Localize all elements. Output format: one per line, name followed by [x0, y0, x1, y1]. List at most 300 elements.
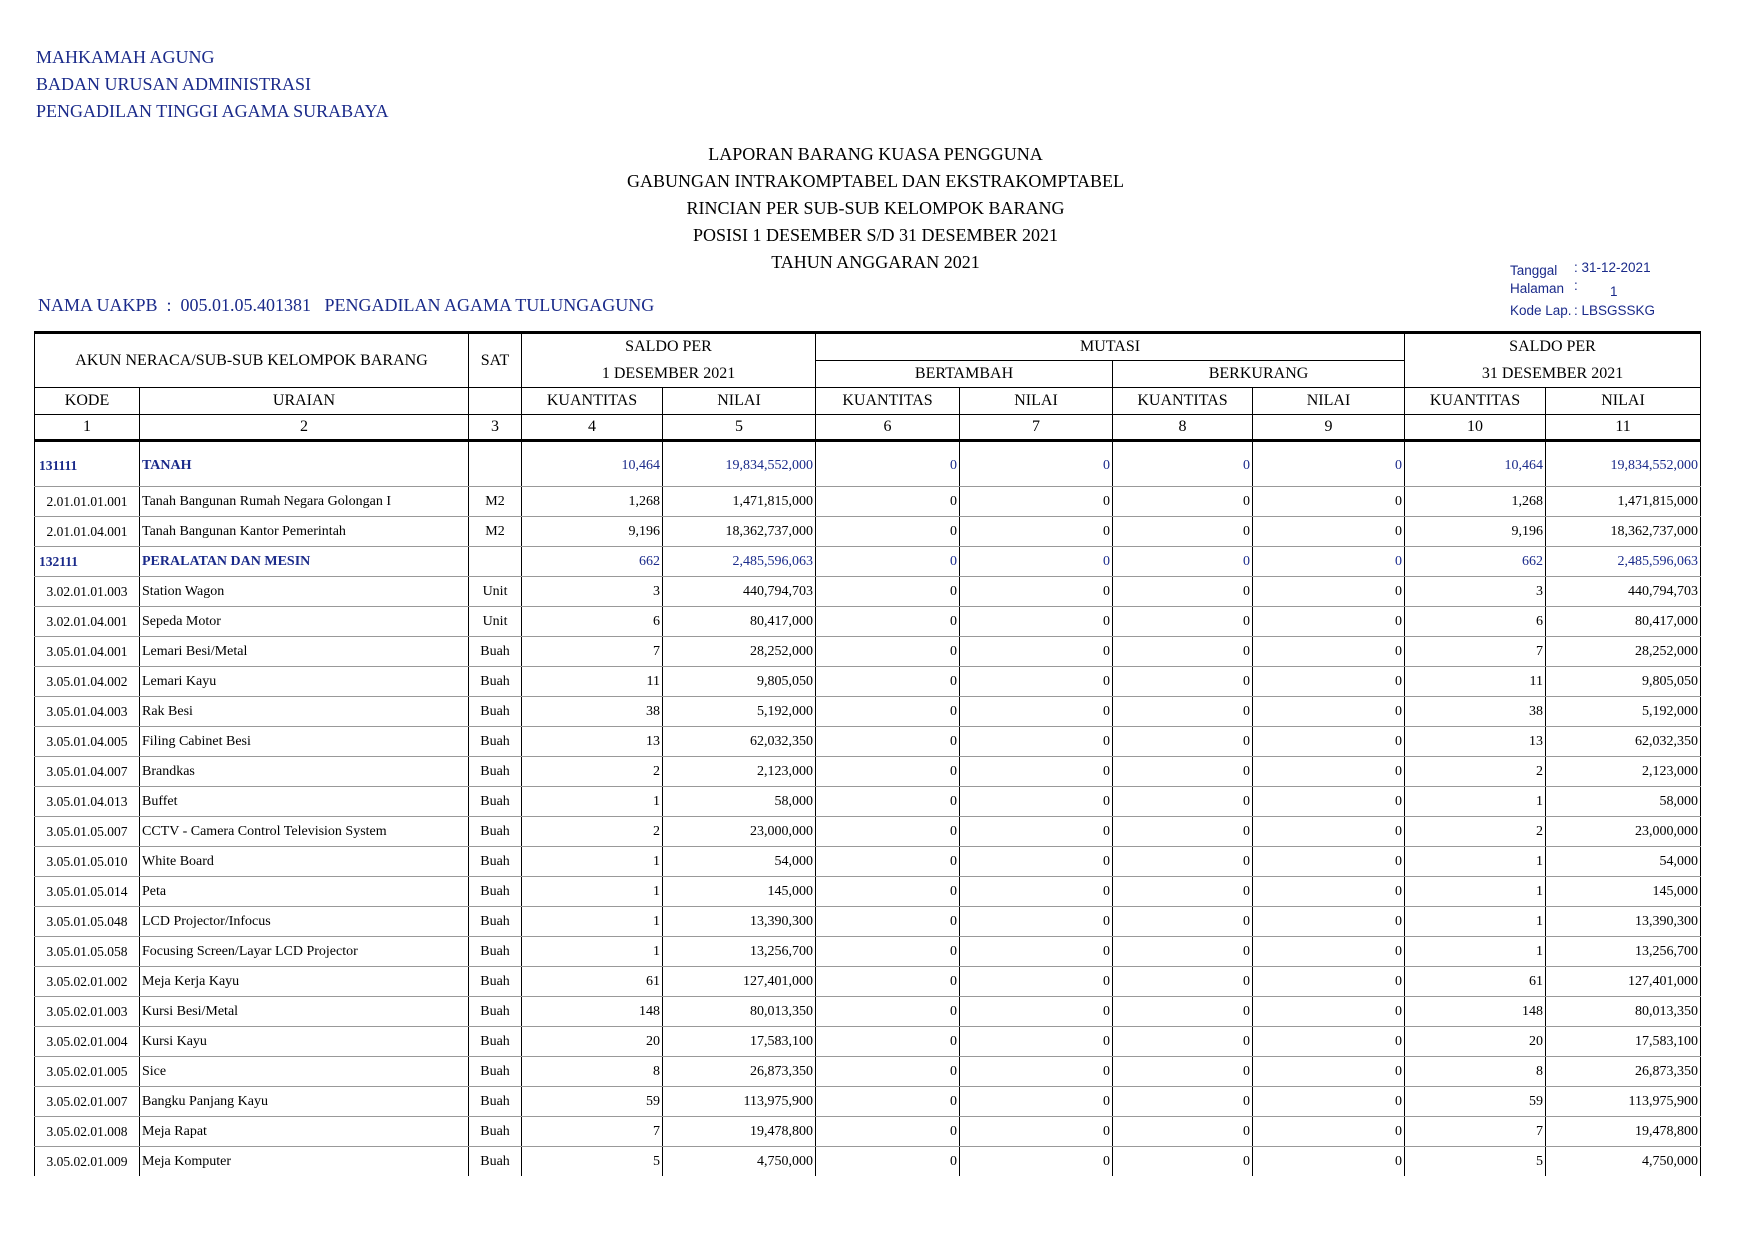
berkurang-kuantitas: 0	[1113, 1057, 1253, 1087]
berkurang-kuantitas: 0	[1113, 547, 1253, 577]
saldo-akhir-kuantitas: 1	[1405, 907, 1546, 937]
berkurang-nilai: 0	[1253, 877, 1405, 907]
saldo-awal-nilai: 1,471,815,000	[663, 487, 816, 517]
halaman-value: 1	[1610, 284, 1618, 299]
table-row	[35, 697, 1701, 727]
row-satuan: Buah	[469, 847, 522, 877]
saldo-akhir-nilai: 58,000	[1546, 787, 1701, 817]
row-satuan: Buah	[469, 697, 522, 727]
saldo-awal-nilai: 440,794,703	[663, 577, 816, 607]
header-berkurang: BERKURANG	[1113, 361, 1405, 388]
row-uraian: Tanah Bangunan Kantor Pemerintah	[140, 517, 469, 547]
column-number: 6	[816, 415, 960, 441]
saldo-awal-kuantitas: 11	[522, 667, 663, 697]
saldo-akhir-nilai: 80,013,350	[1546, 997, 1701, 1027]
saldo-awal-nilai: 113,975,900	[663, 1087, 816, 1117]
row-uraian: Lemari Kayu	[140, 667, 469, 697]
bertambah-nilai: 0	[960, 577, 1113, 607]
saldo-akhir-nilai: 18,362,737,000	[1546, 517, 1701, 547]
saldo-awal-nilai: 17,583,100	[663, 1027, 816, 1057]
bertambah-kuantitas: 0	[816, 547, 960, 577]
header-saldo-akhir-date: 31 DESEMBER 2021	[1405, 361, 1701, 388]
berkurang-kuantitas: 0	[1113, 1087, 1253, 1117]
bertambah-nilai: 0	[960, 997, 1113, 1027]
row-satuan	[469, 441, 522, 487]
saldo-awal-nilai: 26,873,350	[663, 1057, 816, 1087]
row-kode: 3.05.01.04.002	[35, 667, 140, 697]
bertambah-kuantitas: 0	[816, 517, 960, 547]
berkurang-nilai: 0	[1253, 577, 1405, 607]
saldo-akhir-kuantitas: 7	[1405, 1117, 1546, 1147]
tanggal-label: Tanggal	[1510, 263, 1558, 278]
saldo-awal-kuantitas: 7	[522, 637, 663, 667]
row-uraian: Rak Besi	[140, 697, 469, 727]
saldo-akhir-nilai: 13,256,700	[1546, 937, 1701, 967]
saldo-awal-kuantitas: 38	[522, 697, 663, 727]
bertambah-kuantitas: 0	[816, 817, 960, 847]
column-number: 7	[960, 415, 1113, 441]
row-kode: 3.05.01.04.013	[35, 787, 140, 817]
row-kode: 132111	[35, 547, 140, 577]
column-number: 1	[35, 415, 140, 441]
halaman-label: Halaman	[1510, 281, 1565, 296]
bertambah-kuantitas: 0	[816, 787, 960, 817]
saldo-akhir-nilai: 145,000	[1546, 877, 1701, 907]
row-uraian: Filing Cabinet Besi	[140, 727, 469, 757]
saldo-akhir-kuantitas: 1	[1405, 937, 1546, 967]
berkurang-kuantitas: 0	[1113, 487, 1253, 517]
berkurang-nilai: 0	[1253, 847, 1405, 877]
table-row	[35, 487, 1701, 517]
org-line: MAHKAMAH AGUNG	[36, 47, 215, 67]
saldo-akhir-kuantitas: 2	[1405, 817, 1546, 847]
saldo-akhir-kuantitas: 7	[1405, 637, 1546, 667]
saldo-awal-kuantitas: 1,268	[522, 487, 663, 517]
row-uraian: Lemari Besi/Metal	[140, 637, 469, 667]
berkurang-kuantitas: 0	[1113, 967, 1253, 997]
bertambah-nilai: 0	[960, 1087, 1113, 1117]
bertambah-kuantitas: 0	[816, 757, 960, 787]
row-satuan	[469, 547, 522, 577]
bertambah-nilai: 0	[960, 817, 1113, 847]
berkurang-nilai: 0	[1253, 1147, 1405, 1177]
row-satuan: Buah	[469, 1117, 522, 1147]
row-uraian: Brandkas	[140, 757, 469, 787]
saldo-akhir-nilai: 4,750,000	[1546, 1147, 1701, 1177]
berkurang-nilai: 0	[1253, 787, 1405, 817]
table-row	[35, 1087, 1701, 1117]
bertambah-nilai: 0	[960, 727, 1113, 757]
berkurang-nilai: 0	[1253, 441, 1405, 487]
saldo-akhir-nilai: 62,032,350	[1546, 727, 1701, 757]
row-kode: 3.05.01.05.048	[35, 907, 140, 937]
saldo-akhir-nilai: 113,975,900	[1546, 1087, 1701, 1117]
row-satuan: Unit	[469, 607, 522, 637]
saldo-awal-nilai: 2,123,000	[663, 757, 816, 787]
berkurang-nilai: 0	[1253, 967, 1405, 997]
row-satuan: Buah	[469, 817, 522, 847]
saldo-akhir-kuantitas: 61	[1405, 967, 1546, 997]
table-row	[35, 817, 1701, 847]
row-uraian: Sepeda Motor	[140, 607, 469, 637]
saldo-awal-nilai: 9,805,050	[663, 667, 816, 697]
table-row	[35, 1147, 1701, 1177]
header-sat-empty	[469, 388, 522, 415]
berkurang-nilai: 0	[1253, 937, 1405, 967]
saldo-akhir-kuantitas: 2	[1405, 757, 1546, 787]
saldo-akhir-nilai: 19,834,552,000	[1546, 441, 1701, 487]
berkurang-kuantitas: 0	[1113, 877, 1253, 907]
bertambah-nilai: 0	[960, 787, 1113, 817]
row-satuan: Buah	[469, 757, 522, 787]
berkurang-nilai: 0	[1253, 697, 1405, 727]
berkurang-nilai: 0	[1253, 487, 1405, 517]
berkurang-nilai: 0	[1253, 1087, 1405, 1117]
column-number: 10	[1405, 415, 1546, 441]
bertambah-kuantitas: 0	[816, 937, 960, 967]
berkurang-kuantitas: 0	[1113, 667, 1253, 697]
saldo-awal-kuantitas: 59	[522, 1087, 663, 1117]
saldo-akhir-kuantitas: 11	[1405, 667, 1546, 697]
row-uraian: Tanah Bangunan Rumah Negara Golongan I	[140, 487, 469, 517]
row-uraian: Meja Kerja Kayu	[140, 967, 469, 997]
report-table	[34, 331, 1701, 1176]
kode-lap-label: Kode Lap.	[1510, 303, 1572, 318]
bertambah-kuantitas: 0	[816, 727, 960, 757]
uakpb-code: 005.01.05.401381	[180, 295, 312, 315]
header-nilai: NILAI	[663, 388, 816, 415]
saldo-awal-kuantitas: 6	[522, 607, 663, 637]
bertambah-kuantitas: 0	[816, 1147, 960, 1177]
bertambah-kuantitas: 0	[816, 667, 960, 697]
saldo-akhir-kuantitas: 6	[1405, 607, 1546, 637]
bertambah-kuantitas: 0	[816, 1057, 960, 1087]
saldo-awal-kuantitas: 1	[522, 877, 663, 907]
berkurang-kuantitas: 0	[1113, 907, 1253, 937]
saldo-akhir-kuantitas: 8	[1405, 1057, 1546, 1087]
berkurang-kuantitas: 0	[1113, 517, 1253, 547]
table-row	[35, 727, 1701, 757]
berkurang-nilai: 0	[1253, 667, 1405, 697]
bertambah-nilai: 0	[960, 667, 1113, 697]
table-row	[35, 667, 1701, 697]
row-satuan: Buah	[469, 727, 522, 757]
berkurang-kuantitas: 0	[1113, 847, 1253, 877]
bertambah-nilai: 0	[960, 637, 1113, 667]
bertambah-nilai: 0	[960, 697, 1113, 727]
column-number: 11	[1546, 415, 1701, 441]
saldo-akhir-nilai: 54,000	[1546, 847, 1701, 877]
row-satuan: Buah	[469, 1147, 522, 1177]
saldo-awal-kuantitas: 20	[522, 1027, 663, 1057]
saldo-akhir-nilai: 1,471,815,000	[1546, 487, 1701, 517]
row-satuan: Buah	[469, 787, 522, 817]
saldo-akhir-nilai: 19,478,800	[1546, 1117, 1701, 1147]
column-number: 5	[663, 415, 816, 441]
table-row	[35, 577, 1701, 607]
berkurang-kuantitas: 0	[1113, 1027, 1253, 1057]
berkurang-nilai: 0	[1253, 607, 1405, 637]
berkurang-kuantitas: 0	[1113, 607, 1253, 637]
row-satuan: M2	[469, 517, 522, 547]
bertambah-kuantitas: 0	[816, 637, 960, 667]
row-uraian: Buffet	[140, 787, 469, 817]
saldo-awal-kuantitas: 2	[522, 817, 663, 847]
berkurang-nilai: 0	[1253, 517, 1405, 547]
saldo-akhir-kuantitas: 1,268	[1405, 487, 1546, 517]
berkurang-nilai: 0	[1253, 1117, 1405, 1147]
saldo-akhir-kuantitas: 5	[1405, 1147, 1546, 1177]
row-uraian: Bangku Panjang Kayu	[140, 1087, 469, 1117]
bertambah-kuantitas: 0	[816, 967, 960, 997]
row-uraian: Sice	[140, 1057, 469, 1087]
header-kuantitas: KUANTITAS	[816, 388, 960, 415]
berkurang-kuantitas: 0	[1113, 1147, 1253, 1177]
saldo-awal-kuantitas: 2	[522, 757, 663, 787]
row-kode: 2.01.01.01.001	[35, 487, 140, 517]
header-kuantitas: KUANTITAS	[522, 388, 663, 415]
saldo-awal-nilai: 54,000	[663, 847, 816, 877]
saldo-akhir-nilai: 127,401,000	[1546, 967, 1701, 997]
bertambah-nilai: 0	[960, 877, 1113, 907]
berkurang-kuantitas: 0	[1113, 637, 1253, 667]
row-uraian: CCTV - Camera Control Television System	[140, 817, 469, 847]
bertambah-kuantitas: 0	[816, 877, 960, 907]
row-kode: 3.05.02.01.005	[35, 1057, 140, 1087]
bertambah-kuantitas: 0	[816, 847, 960, 877]
saldo-awal-kuantitas: 61	[522, 967, 663, 997]
uakpb-name: PENGADILAN AGAMA TULUNGAGUNG	[324, 295, 655, 315]
row-satuan: Buah	[469, 1057, 522, 1087]
report-title-line: GABUNGAN INTRAKOMPTABEL DAN EKSTRAKOMPTABEL	[627, 171, 1124, 191]
bertambah-nilai: 0	[960, 1147, 1113, 1177]
saldo-awal-nilai: 127,401,000	[663, 967, 816, 997]
row-kode: 3.05.02.01.008	[35, 1117, 140, 1147]
table-row	[35, 1027, 1701, 1057]
bertambah-kuantitas: 0	[816, 1027, 960, 1057]
row-kode: 3.05.01.04.005	[35, 727, 140, 757]
saldo-awal-nilai: 13,256,700	[663, 937, 816, 967]
row-kode: 3.05.01.05.010	[35, 847, 140, 877]
bertambah-nilai: 0	[960, 1057, 1113, 1087]
row-kode: 3.05.01.04.007	[35, 757, 140, 787]
saldo-awal-kuantitas: 9,196	[522, 517, 663, 547]
table-row	[35, 847, 1701, 877]
bertambah-nilai: 0	[960, 967, 1113, 997]
row-kode: 3.05.02.01.003	[35, 997, 140, 1027]
row-satuan: Buah	[469, 997, 522, 1027]
saldo-awal-kuantitas: 7	[522, 1117, 663, 1147]
saldo-awal-nilai: 145,000	[663, 877, 816, 907]
berkurang-kuantitas: 0	[1113, 697, 1253, 727]
saldo-akhir-nilai: 5,192,000	[1546, 697, 1701, 727]
saldo-akhir-nilai: 440,794,703	[1546, 577, 1701, 607]
bertambah-nilai: 0	[960, 487, 1113, 517]
report-title-line: TAHUN ANGGARAN 2021	[771, 252, 980, 272]
saldo-akhir-nilai: 9,805,050	[1546, 667, 1701, 697]
saldo-awal-nilai: 5,192,000	[663, 697, 816, 727]
row-uraian: White Board	[140, 847, 469, 877]
saldo-awal-nilai: 80,417,000	[663, 607, 816, 637]
row-kode: 3.05.02.01.007	[35, 1087, 140, 1117]
saldo-awal-nilai: 58,000	[663, 787, 816, 817]
row-kode: 3.05.01.05.007	[35, 817, 140, 847]
saldo-akhir-nilai: 23,000,000	[1546, 817, 1701, 847]
row-uraian: Focusing Screen/Layar LCD Projector	[140, 937, 469, 967]
saldo-akhir-kuantitas: 662	[1405, 547, 1546, 577]
row-uraian: LCD Projector/Infocus	[140, 907, 469, 937]
column-number: 2	[140, 415, 469, 441]
saldo-akhir-kuantitas: 1	[1405, 787, 1546, 817]
header-mutasi: MUTASI	[816, 333, 1405, 361]
bertambah-kuantitas: 0	[816, 607, 960, 637]
saldo-awal-nilai: 4,750,000	[663, 1147, 816, 1177]
column-number: 8	[1113, 415, 1253, 441]
group-row	[35, 547, 1701, 577]
saldo-awal-kuantitas: 8	[522, 1057, 663, 1087]
table-row	[35, 517, 1701, 547]
row-satuan: Buah	[469, 1027, 522, 1057]
berkurang-nilai: 0	[1253, 727, 1405, 757]
row-kode: 2.01.01.04.001	[35, 517, 140, 547]
berkurang-kuantitas: 0	[1113, 727, 1253, 757]
saldo-akhir-nilai: 2,485,596,063	[1546, 547, 1701, 577]
berkurang-kuantitas: 0	[1113, 1117, 1253, 1147]
bertambah-nilai: 0	[960, 517, 1113, 547]
row-satuan: Buah	[469, 907, 522, 937]
table-row	[35, 967, 1701, 997]
bertambah-kuantitas: 0	[816, 577, 960, 607]
row-satuan: M2	[469, 487, 522, 517]
berkurang-kuantitas: 0	[1113, 787, 1253, 817]
bertambah-nilai: 0	[960, 907, 1113, 937]
header-saldo-awal-date: 1 DESEMBER 2021	[522, 361, 816, 388]
organization-block	[36, 44, 389, 125]
row-satuan: Buah	[469, 637, 522, 667]
bertambah-nilai: 0	[960, 757, 1113, 787]
saldo-akhir-kuantitas: 3	[1405, 577, 1546, 607]
bertambah-kuantitas: 0	[816, 907, 960, 937]
saldo-awal-kuantitas: 10,464	[522, 441, 663, 487]
org-line: BADAN URUSAN ADMINISTRASI	[36, 74, 312, 94]
header-kuantitas: KUANTITAS	[1405, 388, 1546, 415]
header-nilai: NILAI	[1253, 388, 1405, 415]
row-kode: 3.05.01.04.001	[35, 637, 140, 667]
bertambah-nilai: 0	[960, 1117, 1113, 1147]
table-row	[35, 937, 1701, 967]
table-row	[35, 757, 1701, 787]
row-satuan: Unit	[469, 577, 522, 607]
saldo-akhir-kuantitas: 20	[1405, 1027, 1546, 1057]
bertambah-kuantitas: 0	[816, 1087, 960, 1117]
berkurang-kuantitas: 0	[1113, 577, 1253, 607]
bertambah-nilai: 0	[960, 847, 1113, 877]
tanggal-value: : 31-12-2021	[1574, 260, 1651, 275]
saldo-akhir-kuantitas: 9,196	[1405, 517, 1546, 547]
row-satuan: Buah	[469, 937, 522, 967]
saldo-awal-kuantitas: 1	[522, 847, 663, 877]
berkurang-nilai: 0	[1253, 547, 1405, 577]
header-bertambah: BERTAMBAH	[816, 361, 1113, 388]
saldo-awal-nilai: 19,834,552,000	[663, 441, 816, 487]
bertambah-nilai: 0	[960, 607, 1113, 637]
saldo-awal-kuantitas: 5	[522, 1147, 663, 1177]
bertambah-nilai: 0	[960, 441, 1113, 487]
row-satuan: Buah	[469, 967, 522, 997]
berkurang-kuantitas: 0	[1113, 817, 1253, 847]
bertambah-kuantitas: 0	[816, 697, 960, 727]
row-uraian: Meja Rapat	[140, 1117, 469, 1147]
saldo-awal-kuantitas: 1	[522, 937, 663, 967]
saldo-akhir-nilai: 13,390,300	[1546, 907, 1701, 937]
column-number: 4	[522, 415, 663, 441]
header-saldo-akhir: SALDO PER	[1405, 333, 1701, 361]
berkurang-kuantitas: 0	[1113, 757, 1253, 787]
row-kode: 3.02.01.01.003	[35, 577, 140, 607]
saldo-akhir-kuantitas: 10,464	[1405, 441, 1546, 487]
saldo-awal-nilai: 62,032,350	[663, 727, 816, 757]
saldo-akhir-nilai: 26,873,350	[1546, 1057, 1701, 1087]
saldo-awal-nilai: 28,252,000	[663, 637, 816, 667]
header-kode: KODE	[35, 388, 140, 415]
row-kode: 131111	[35, 441, 140, 487]
berkurang-kuantitas: 0	[1113, 997, 1253, 1027]
header-uraian: URAIAN	[140, 388, 469, 415]
table-row	[35, 997, 1701, 1027]
saldo-awal-nilai: 18,362,737,000	[663, 517, 816, 547]
report-title-line: RINCIAN PER SUB-SUB KELOMPOK BARANG	[686, 198, 1065, 218]
row-uraian: TANAH	[140, 441, 469, 487]
saldo-akhir-nilai: 2,123,000	[1546, 757, 1701, 787]
bertambah-kuantitas: 0	[816, 997, 960, 1027]
berkurang-kuantitas: 0	[1113, 937, 1253, 967]
saldo-awal-nilai: 23,000,000	[663, 817, 816, 847]
saldo-akhir-kuantitas: 13	[1405, 727, 1546, 757]
row-uraian: Station Wagon	[140, 577, 469, 607]
table-row	[35, 637, 1701, 667]
report-title-line: POSISI 1 DESEMBER S/D 31 DESEMBER 2021	[692, 225, 1059, 245]
uakpb-label: NAMA UAKPB	[38, 295, 158, 315]
saldo-awal-kuantitas: 662	[522, 547, 663, 577]
berkurang-nilai: 0	[1253, 997, 1405, 1027]
header-kuantitas: KUANTITAS	[1113, 388, 1253, 415]
header-nilai: NILAI	[1546, 388, 1701, 415]
row-kode: 3.05.02.01.009	[35, 1147, 140, 1177]
row-kode: 3.05.01.05.058	[35, 937, 140, 967]
uakpb-line: NAMA UAKPB : 005.01.05.401381 PENGADILAN AGAMA TULUNGAGUNG	[38, 295, 655, 315]
saldo-akhir-nilai: 17,583,100	[1546, 1027, 1701, 1057]
saldo-awal-kuantitas: 3	[522, 577, 663, 607]
kode-lap-value: : LBSGSSKG	[1574, 303, 1656, 318]
column-number: 3	[469, 415, 522, 441]
saldo-awal-nilai: 13,390,300	[663, 907, 816, 937]
saldo-akhir-kuantitas: 38	[1405, 697, 1546, 727]
header-akun: AKUN NERACA/SUB-SUB KELOMPOK BARANG	[35, 333, 469, 388]
row-uraian: PERALATAN DAN MESIN	[140, 547, 469, 577]
report-title-block	[0, 141, 1754, 276]
row-uraian: Peta	[140, 877, 469, 907]
saldo-awal-kuantitas: 1	[522, 787, 663, 817]
group-row	[35, 441, 1701, 487]
row-kode: 3.05.01.04.003	[35, 697, 140, 727]
saldo-awal-nilai: 2,485,596,063	[663, 547, 816, 577]
row-satuan: Buah	[469, 1087, 522, 1117]
row-satuan: Buah	[469, 667, 522, 697]
berkurang-nilai: 0	[1253, 637, 1405, 667]
berkurang-nilai: 0	[1253, 757, 1405, 787]
saldo-awal-kuantitas: 13	[522, 727, 663, 757]
saldo-akhir-kuantitas: 1	[1405, 877, 1546, 907]
